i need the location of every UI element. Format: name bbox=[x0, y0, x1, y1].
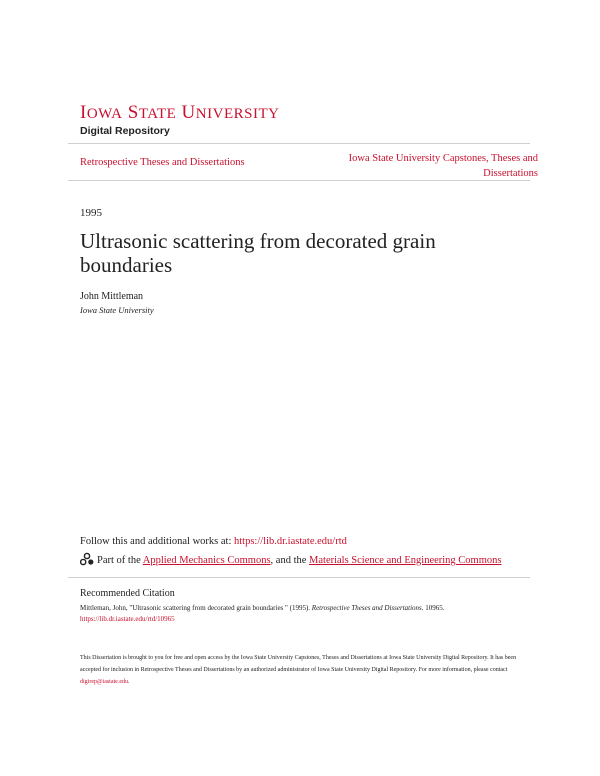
collection-url-link[interactable]: https://lib.dr.iastate.edu/rtd bbox=[234, 536, 347, 547]
isu-digital-repository-logo[interactable] bbox=[80, 104, 279, 137]
citation-number: . 10965. bbox=[421, 604, 445, 612]
publication-year: 1995 bbox=[80, 207, 102, 219]
recommended-citation-heading: Recommended Citation bbox=[80, 588, 175, 599]
logo-word-university: UNIVERSITY bbox=[181, 102, 280, 123]
logo-word-iowa: IOWA bbox=[80, 102, 123, 123]
capstones-theses-link[interactable]: Iowa State University Capstones, Theses and Dissertations bbox=[348, 153, 538, 179]
repository-name: Digital Repository bbox=[80, 125, 170, 137]
author-affiliation: Iowa State University bbox=[80, 305, 154, 315]
part-of-line bbox=[80, 552, 501, 569]
citation-divider bbox=[68, 577, 530, 578]
logo-word-state: STATE bbox=[127, 102, 177, 123]
contact-email-link[interactable]: digirep@iastate.edu bbox=[80, 679, 129, 685]
part-of-middle: , and the bbox=[270, 555, 310, 566]
materials-science-commons-link[interactable]: Materials Science and Engineering Commons bbox=[309, 555, 502, 566]
access-notice bbox=[80, 652, 530, 688]
header-bottom-divider bbox=[68, 180, 530, 181]
citation-text: Mittleman, John, "Ultrasonic scattering from decorated grain boundaries " (1995). bbox=[80, 604, 312, 612]
citation-url-link[interactable]: https://lib.dr.iastate.edu/rtd/10965 bbox=[80, 615, 175, 623]
retrospective-theses-link[interactable]: Retrospective Theses and Dissertations bbox=[80, 157, 245, 168]
part-of-prefix: Part of the bbox=[97, 555, 143, 566]
author-name: John Mittleman bbox=[80, 291, 144, 302]
header-top-divider bbox=[68, 143, 530, 144]
university-wordmark bbox=[80, 104, 279, 123]
applied-mechanics-commons-link[interactable]: Applied Mechanics Commons bbox=[142, 555, 271, 566]
follow-text: Follow this and additional works at: bbox=[80, 536, 234, 547]
document-title: Ultrasonic scattering from decorated grain boundaries bbox=[80, 229, 436, 277]
citation-series: Retrospective Theses and Dissertations bbox=[311, 604, 422, 612]
follow-line bbox=[80, 536, 347, 547]
citation-block bbox=[80, 603, 530, 625]
notice-text: This Dissertation is brought to you for free and open access by the Iowa State University Capstones, Theses and Dissertations at Iowa State University Digital Repository. It has been accepted for inclusion in Retrospective Theses and Dissertations by an authorized administrator of Iowa State University Digital Repository. For more information, please contact bbox=[80, 655, 517, 673]
notice-end: . bbox=[128, 679, 130, 685]
bepress-commons-icon bbox=[80, 552, 94, 569]
